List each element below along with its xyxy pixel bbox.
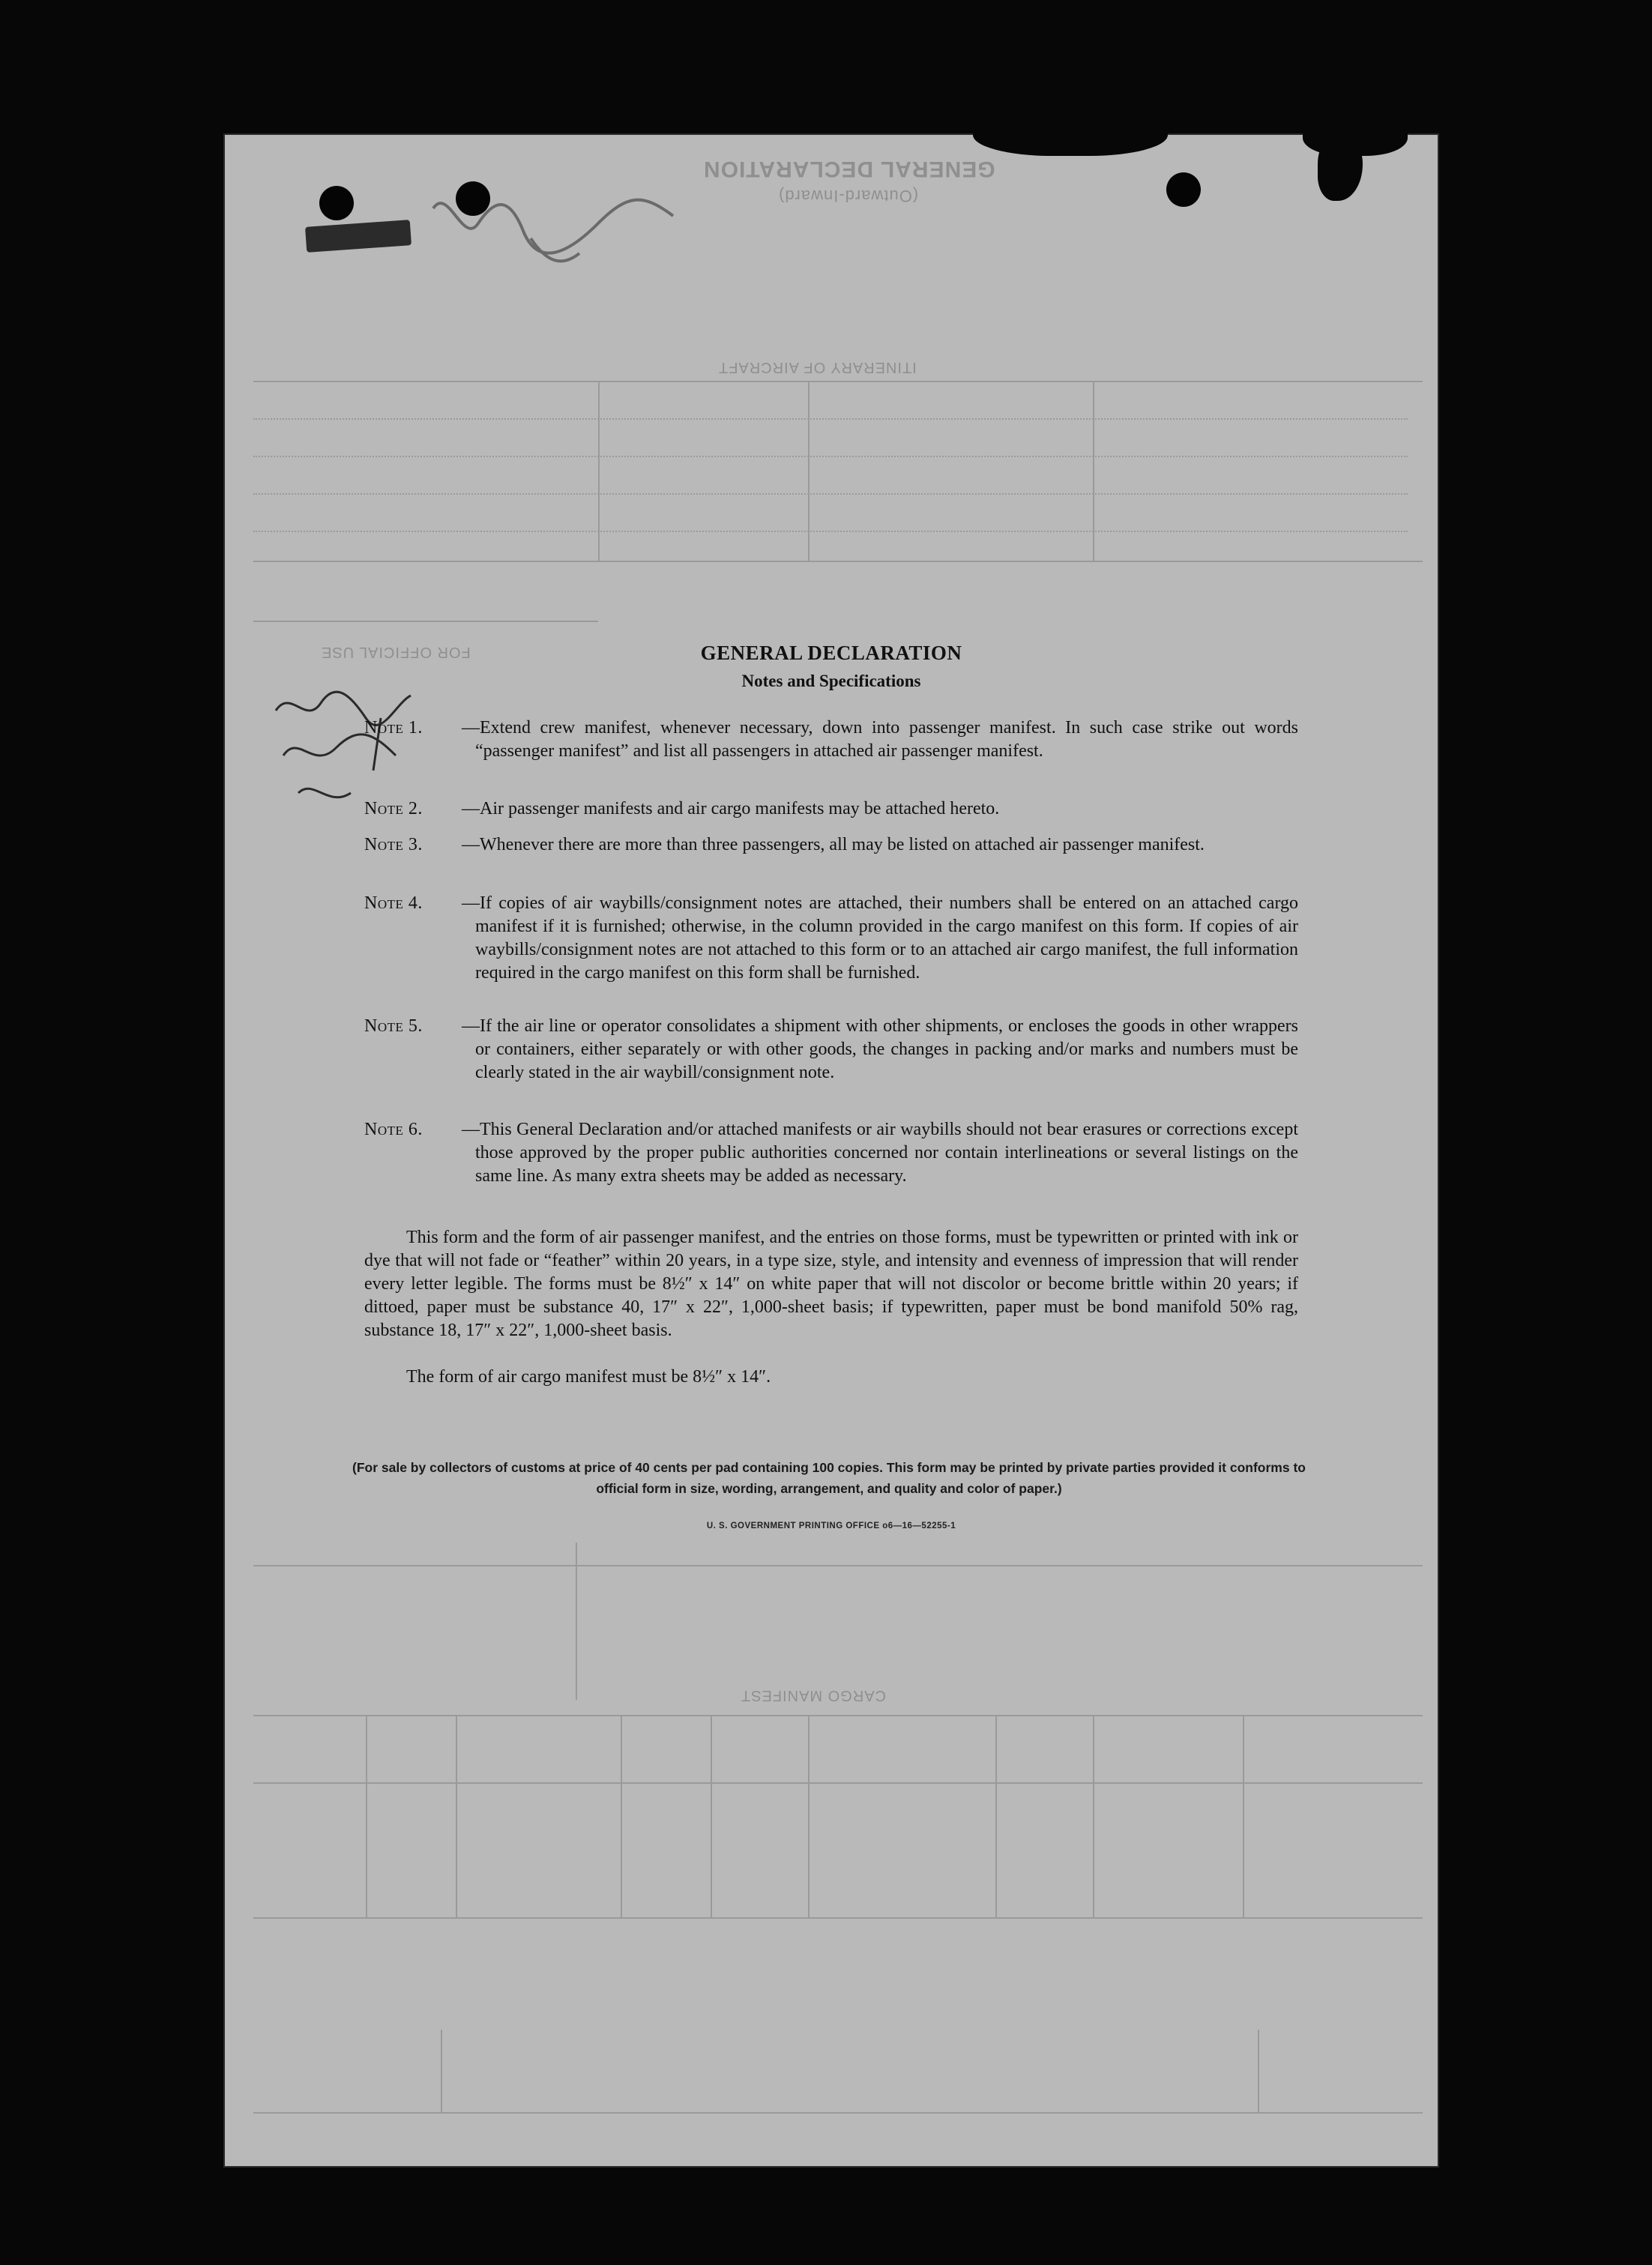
ghost-column-rule [598,381,600,561]
ghost-rule [253,1917,1423,1919]
date-stamp [305,220,412,253]
note-4 [364,892,1298,985]
note-text: —This General Declaration and/or attached manifests or air waybills should not bear erasures or corrections except those approved by the proper public authorities concerned nor contain interlineations or several listings on the same line. As many extra sheets may be added as necessary. [462,1120,1298,1186]
ghost-dotted-line [253,456,1408,457]
note-text: —Extend crew manifest, whenever necessary, down into passenger manifest. In such case strike out words “passenger manifest” and list all passengers in attached air passenger manifest. [462,718,1298,761]
ghost-column-rule [1258,2030,1259,2112]
note-label: Note 5. [364,1016,423,1036]
show-through-official-use: FOR OFFICIAL USE [321,644,471,660]
document-page [223,133,1439,2168]
torn-edge [973,133,1168,156]
signature-scrawl [418,178,703,276]
cargo-manifest-size-line: The form of air cargo manifest must be 8½″ x 14″. [406,1367,771,1387]
page-title: GENERAL DECLARATION [700,642,962,664]
punch-hole [319,186,354,220]
ghost-column-rule [995,1715,997,1917]
note-1 [364,717,1298,763]
note-label: Note 6. [364,1120,423,1139]
ghost-rule [253,621,598,622]
note-5 [364,1015,1298,1085]
ghost-column-rule [711,1715,712,1917]
note-label: Note 1. [364,718,423,738]
note-label: Note 2. [364,799,423,818]
ghost-column-rule [621,1715,622,1917]
ghost-rule [253,2112,1423,2114]
ghost-column-rule [456,1715,457,1917]
note-3 [364,833,1298,857]
note-text: —If the air line or operator consolidates a shipment with other shipments, or encloses the goods in other wrappers or containers, either separately or with other goods, the changes in packing and/or marks and numbers must be clearly stated in the air waybill/consignment note. [462,1016,1298,1082]
ghost-column-rule [576,1542,577,1700]
sale-notice: (For sale by collectors of customs at price of 40 cents per pad containing 100 copies. This form may be printed by private parties provided it conforms to official form in size, wording, arrangement, and quality and color of paper.) [352,1460,1306,1496]
ghost-column-rule [366,1715,367,1917]
note-label: Note 3. [364,835,423,854]
ghost-column-rule [1243,1715,1244,1917]
printing-office-line: U. S. GOVERNMENT PRINTING OFFICE o6—16—52255-1 [706,1521,956,1530]
ghost-column-rule [808,381,810,561]
ghost-column-rule [1093,381,1094,561]
ghost-rule [253,561,1423,562]
show-through-itinerary: ITINERARY OF AIRCRAFT [718,359,917,376]
ghost-column-rule [441,2030,442,2112]
note-text: —If copies of air waybills/consignment notes are attached, their numbers shall be entered on an attached cargo manifest if it is furnished; otherwise, in the column provided in the cargo manifest on this form. If copies of air waybills/consignment notes are not attached to this form or to an attached air cargo manifest, the full information required in the cargo manifest on this form shall be furnished. [462,893,1298,983]
ghost-rule [253,1782,1423,1784]
ghost-column-rule [1093,1715,1094,1917]
ghost-dotted-line [253,418,1408,420]
form-specification-paragraph: This form and the form of air passenger manifest, and the entries on those forms, must be typewritten or printed with ink or dye that will not fade or “feather” within 20 years, in a type size, style, and intensity and evenness of impression that will render every letter legible. The forms must be 8½″ x 14″ on white paper that will not discolor or become brittle within 20 years; if dittoed, paper must be substance 40, 17″ x 22″, 1,000-sheet basis; if typewritten, paper must be bond manifold 50% rag, substance 18, 17″ x 22″, 1,000-sheet basis. [364,1228,1298,1340]
show-through-subtitle: (Outward-Inward) [778,187,919,205]
note-2 [364,797,1298,821]
show-through-title: GENERAL DECLARATION [703,157,995,181]
punch-hole [1166,172,1201,207]
torn-edge [1318,133,1363,201]
note-label: Note 4. [364,893,423,913]
ghost-rule [253,1565,1423,1566]
ghost-dotted-line [253,531,1408,532]
show-through-cargo-manifest: CARGO MANIFEST [741,1687,887,1704]
ghost-dotted-line [253,493,1408,495]
note-6 [364,1118,1298,1188]
page-subtitle: Notes and Specifications [741,672,921,690]
note-text: —Whenever there are more than three passengers, all may be listed on attached air passenger manifest. [462,835,1205,854]
ghost-rule [253,381,1423,382]
ghost-column-rule [808,1715,810,1917]
ghost-rule [253,1715,1423,1716]
note-text: —Air passenger manifests and air cargo manifests may be attached hereto. [462,799,1000,818]
